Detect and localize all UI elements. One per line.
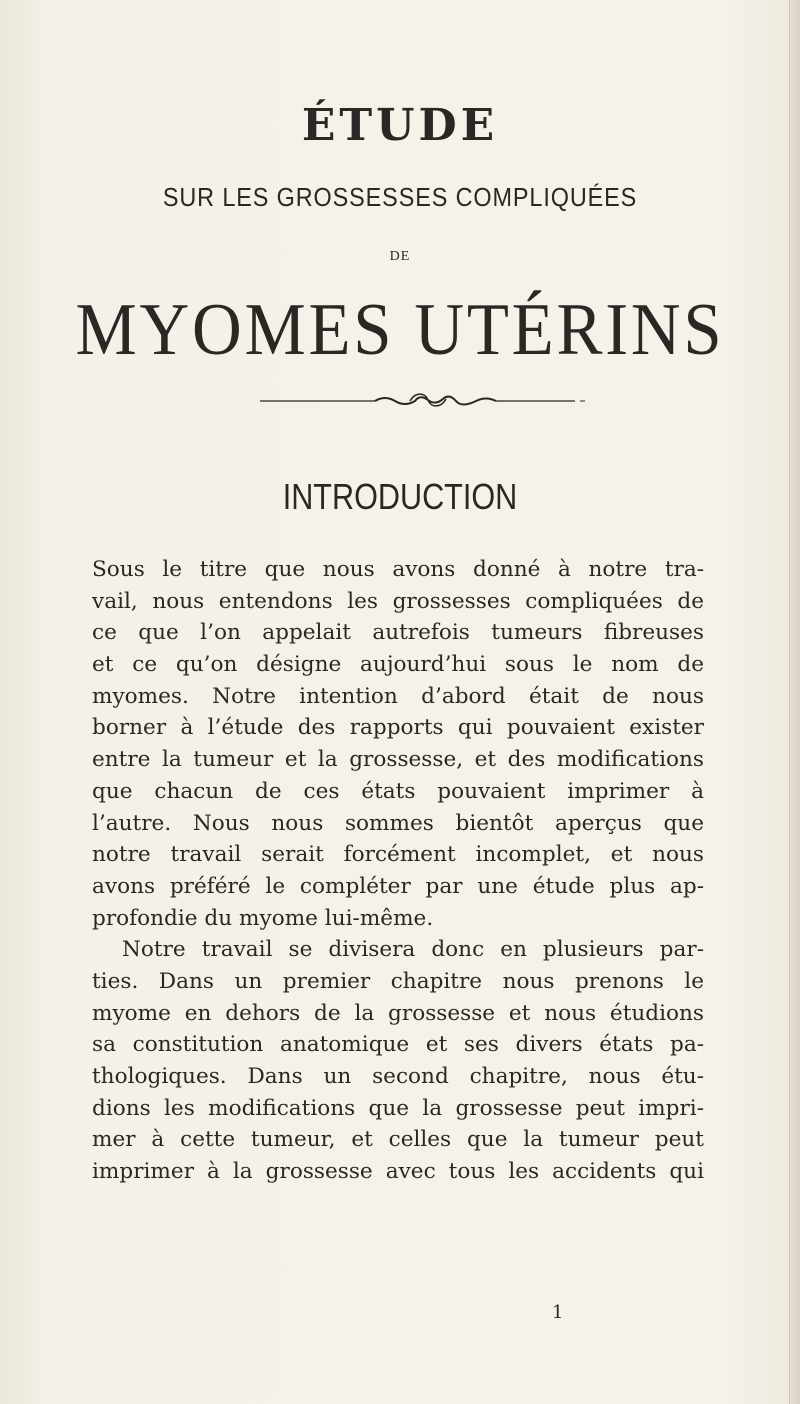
body-line: profondie du myome lui-même. xyxy=(92,905,434,931)
body-text xyxy=(92,554,704,1188)
body-line: que chacun de ces états pouvaient imprimer à xyxy=(92,778,704,804)
body-line: Notre travail se divisera donc en plusieurs par- xyxy=(122,937,704,963)
body-line: myomes. Notre intention d’abord était de nous xyxy=(92,683,704,709)
body-line: ties. Dans un premier chapitre nous prenons le xyxy=(92,968,704,994)
body-line: l’autre. Nous nous sommes bientôt aperçus que xyxy=(92,810,704,836)
connector-de: DE xyxy=(389,249,411,264)
section-heading: INTRODUCTION xyxy=(282,476,518,517)
body-line: borner à l’étude des rapports qui pouvaient exister xyxy=(92,715,704,741)
body-line: et ce qu’on désigne aujourd’hui sous le nom de xyxy=(92,652,704,678)
body-line: ce que l’on appelait autrefois tumeurs fibreuses xyxy=(92,620,704,646)
body-line: Sous le titre que nous avons donné à notre tra- xyxy=(92,557,704,582)
body-line: myome en dehors de la grossesse et nous étudions xyxy=(92,1000,704,1026)
body-line: notre travail serait forcément incomplet, et nous xyxy=(92,842,704,868)
page-number: 1 xyxy=(552,1302,564,1323)
body-line: imprimer à la grossesse avec tous les accidents qui xyxy=(92,1159,704,1185)
body-line: sa constitution anatomique et ses divers états pa- xyxy=(92,1032,704,1058)
body-line: mer à cette tumeur, et celles que la tumeur peut xyxy=(92,1127,704,1153)
ornament-divider-icon xyxy=(260,392,590,408)
title-etude: ÉTUDE xyxy=(301,100,499,151)
body-line: entre la tumeur et la grossesse, et des modifications xyxy=(92,747,704,773)
body-line: thologiques. Dans un second chapitre, nous étu- xyxy=(92,1064,704,1089)
main-title: MYOMES UTÉRINS xyxy=(75,289,725,371)
page-edge xyxy=(789,0,800,1404)
body-line: avons préféré le compléter par une étude plus ap- xyxy=(92,873,704,899)
subtitle: SUR LES GROSSESSES COMPLIQUÉES xyxy=(162,182,638,212)
body-line: dions les modifications que la grossesse peut impri- xyxy=(92,1095,704,1121)
body-line: vail, nous entendons les grossesses compliquées de xyxy=(92,588,704,614)
